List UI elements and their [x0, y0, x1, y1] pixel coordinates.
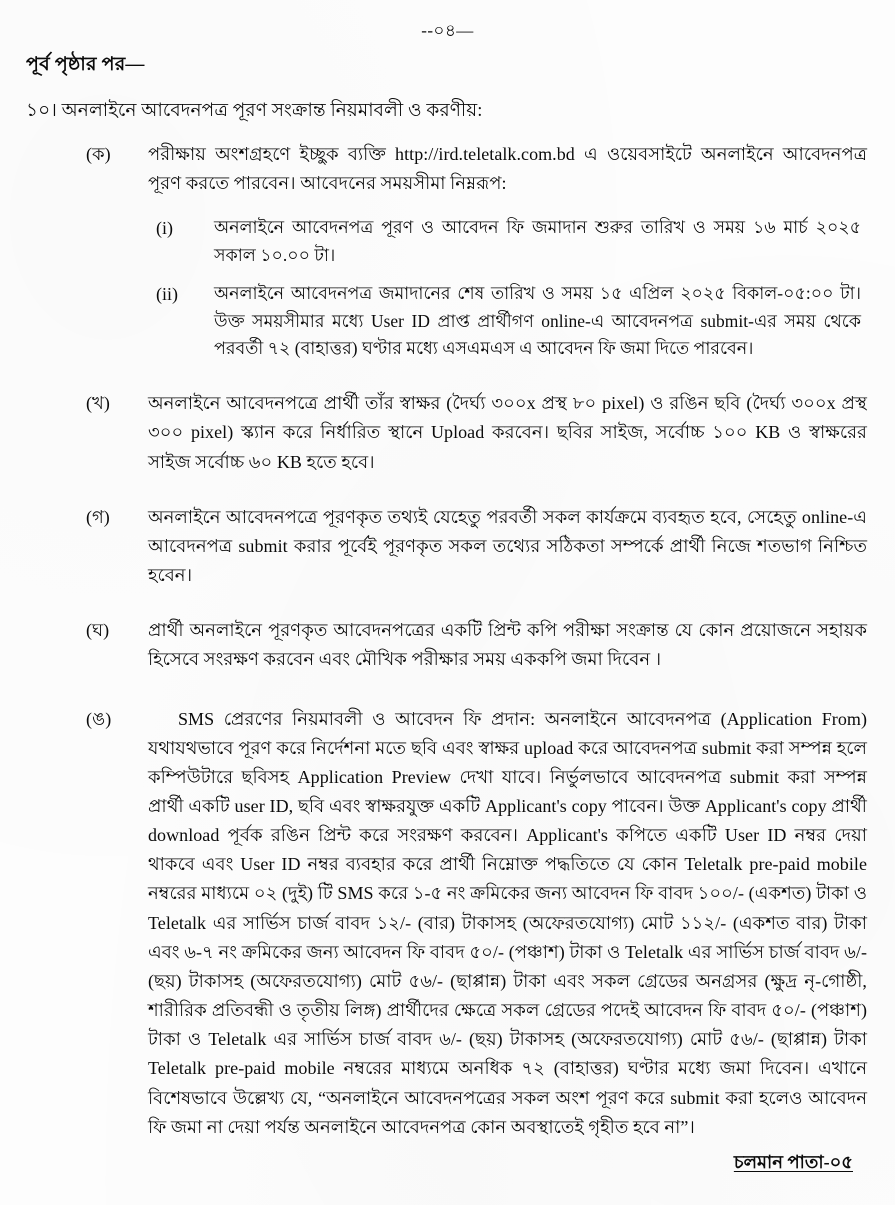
subitem-text: অনলাইনে আবেদনপত্র জমাদানের শেষ তারিখ ও সময় ১৫ এপ্রিল ২০২৫ বিকাল-০৫:০০ টা। উক্ত সময়সীমার মধ্যে User ID প্রাপ্ত প্রার্থীগণ online-এ আবেদনপত্র submit-এর সময় থেকে পরবর্তী ৭২ (বাহাত্তর) ঘণ্টার মধ্যে এসএমএস এ আবেদন ফি জমা দিতে পারবেন।: [214, 282, 861, 359]
item-marker: (খ): [86, 393, 110, 414]
item-text: পরীক্ষায় অংশগ্রহণে ইচ্ছুক ব্যক্তি http://ird.teletalk.com.bd এ ওয়েবসাইটে অনলাইনে আবেদনপত্র পূরণ করতে পারবেন। আবেদনের সময়সীমা নিম্নরূপ:: [148, 143, 867, 193]
list-item: [26, 280, 869, 364]
item-text: প্রার্থী অনলাইনে পূরণকৃত আবেদনপত্রের একটি প্রিন্ট কপি পরীক্ষা সংক্রান্ত যে কোন প্রয়োজনে সহায়ক হিসেবে সংরক্ষণ করবেন এবং মৌখিক পরীক্ষার সময় এককপি জমা দিবেন ।: [148, 620, 867, 670]
item-marker: (ঙ): [86, 708, 112, 729]
subitem-text: অনলাইনে আবেদনপত্র পূরণ ও আবেদন ফি জমাদান শুরুর তারিখ ও সময় ১৬ মার্চ ২০২৫ সকাল ১০.০০ টা।: [214, 217, 861, 265]
list-item: [26, 214, 869, 270]
list-item: [26, 140, 869, 198]
document-body: [26, 98, 869, 1158]
list-item: [26, 616, 869, 674]
list-item: [26, 389, 869, 476]
item-text: SMS প্রেরণের নিয়মাবলী ও আবেদন ফি প্রদান: অনলাইনে আবেদনপত্র (Application From) যথাযথভাবে পূরণ করে নির্দেশনা মতে ছবি এবং স্বাক্ষর upload করে আবেদনপত্র submit করা সম্পন্ন হলে কম্পিউটারে ছবিসহ Application Preview দেখা যাবে। নির্ভুলভাবে আবেদনপত্র submit করা সম্পন্ন প্রার্থী একটি user ID, ছবি এবং স্বাক্ষরযুক্ত একটি Applicant's copy পাবেন। উক্ত Applicant's copy প্রার্থী download পূর্বক রঙিন প্রিন্ট করে সংরক্ষণ করবেন। Applicant's কপিতে একটি User ID নম্বর দেয়া থাকবে এবং User ID নম্বর ব্যবহার করে প্রার্থী নিম্নোক্ত পদ্ধতিতে যে কোন Teletalk pre-paid mobile নম্বরের মাধ্যমে ০২ (দুই) টি SMS করে ১-৫ নং ক্রমিকের জন্য আবেদন ফি বাবদ ১০০/- (একশত) টাকা ও Teletalk এর সার্ভিস চার্জ বাবদ ১২/- (বার) টাকাসহ (অফেরতযোগ্য) মোট ১১২/- (একশত বার) টাকা এবং ৬-৭ নং ক্রমিকের জন্য আবেদন ফি বাবদ ৫০/- (পঞ্চাশ) টাকা ও Teletalk এর সার্ভিস চার্জ বাবদ ৬/- (ছয়) টাকাসহ (অফেরতযোগ্য) মোট ৫৬/- (ছাপ্পান্ন) টাকা এবং সকল গ্রেডের অনগ্রসর (ক্ষুদ্র নৃ-গোষ্ঠী, শারীরিক প্রতিবন্ধী ও তৃতীয় লিঙ্গ) প্রার্থীদের ক্ষেত্রে সকল গ্রেডের পদেই আবেদন ফি বাবদ ৫০/- (পঞ্চাশ) টাকা ও Teletalk এর সার্ভিস চার্জ বাবদ ৬/- (ছয়) টাকাসহ (অফেরতযোগ্য) মোট ৫৬/- (ছাপ্পান্ন) টাকা Teletalk pre-paid mobile নম্বরের মাধ্যমে অনধিক ৭২ (বাহাত্তর) ঘণ্টার মধ্যে জমা দিবেন। এখানে বিশেষভাবে উল্লেখ্য যে, “অনলাইনে আবেদনপত্রের সকল অংশ পূরণ করে submit করা হলেও আবেদন ফি জমা না দেয়া পর্যন্ত অনলাইনে আবেদনপত্র কোন অবস্থাতেই গৃহীত হবে না”।: [148, 708, 867, 1137]
list-item: [26, 503, 869, 590]
item-marker: (ক): [86, 143, 111, 164]
clause-heading: ১০। অনলাইনে আবেদনপত্র পূরণ সংক্রান্ত নিয়মাবলী ও করণীয়:: [26, 101, 483, 121]
subitem-marker: (i): [156, 218, 173, 239]
item-text: অনলাইনে আবেদনপত্রে প্রার্থী তাঁর স্বাক্ষর (দৈর্ঘ্য ৩০০x প্রস্থ ৮০ pixel) ও রঙিন ছবি (দৈর্ঘ্য ৩০০x প্রস্থ ৩০০ pixel) স্ক্যান করে নির্ধারিত স্থানে Upload করবেন। ছবির সাইজ, সর্বোচ্চ ১০০ KB ও স্বাক্ষরের সাইজ সর্বোচ্চ ৬০ KB হতে হবে।: [148, 393, 867, 472]
continued-from-label: পূর্ব পৃষ্ঠার পর—: [26, 54, 145, 75]
footer-continued-page: চলমান পাতা-০৫: [733, 1152, 853, 1172]
item-text: অনলাইনে আবেদনপত্রে পূরণকৃত তথ্যই যেহেতু পরবর্তী সকল কার্যক্রমে ব্যবহৃত হবে, সেহেতু online-এ আবেদনপত্র submit করার পূর্বেই পূরণকৃত সকল তথ্যের সঠিকতা সম্পর্কে প্রার্থী নিজে শতভাগ নিশ্চিত হবেন।: [148, 506, 867, 586]
item-marker: (ঘ): [86, 620, 110, 641]
item-marker: (গ): [86, 506, 110, 527]
page-number: --০৪—: [421, 21, 474, 40]
list-item: [26, 705, 869, 1142]
subitem-marker: (ii): [156, 283, 178, 304]
